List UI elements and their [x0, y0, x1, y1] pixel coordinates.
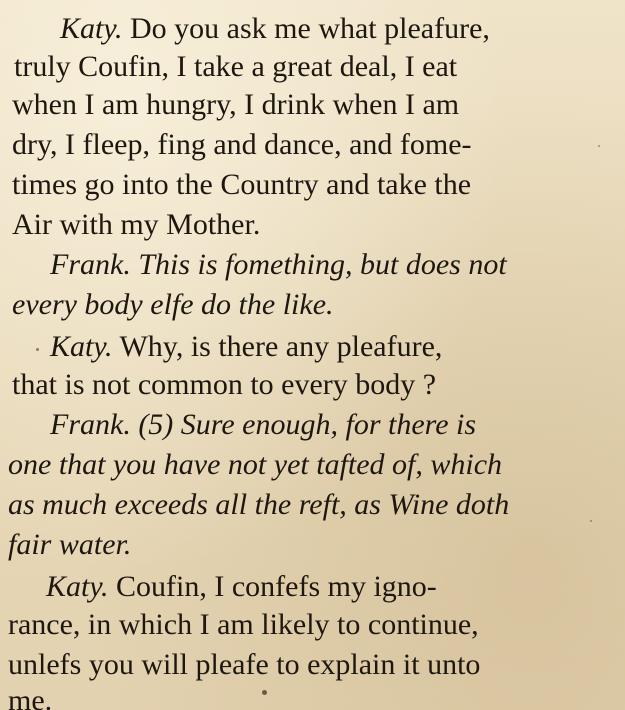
- line-text: dry, I fleep, fing and dance, and fome-: [12, 128, 472, 161]
- line-text: when I am hungry, I drink when I am: [12, 88, 460, 121]
- line-text: Frank. (5) Sure enough, for there is: [50, 408, 477, 441]
- text-line: [12, 288, 356, 322]
- line-text: as much exceeds all the reft, as Wine doth: [8, 488, 510, 521]
- ink-speck: [262, 690, 267, 695]
- line-text: one that you have not yet tafted of, which: [8, 448, 503, 481]
- text-line: [8, 608, 602, 642]
- text-line: [60, 12, 612, 46]
- text-line: [46, 570, 606, 604]
- text-line: [14, 50, 612, 84]
- line-text: every body elfe do the like.: [12, 288, 334, 321]
- line-text: Why, is there any pleafure,: [112, 330, 443, 363]
- line-text: Frank. This is fomething, but does not: [50, 248, 507, 281]
- line-text: me.: [8, 684, 53, 710]
- ink-speck: [598, 145, 600, 147]
- text-line: [8, 448, 606, 482]
- text-line: [8, 648, 602, 682]
- text-line: [12, 128, 608, 162]
- line-text: Air with my Mother.: [12, 208, 261, 241]
- speaker-name: Katy.: [60, 12, 123, 45]
- line-text: fair water.: [8, 528, 132, 561]
- text-line: [50, 330, 606, 364]
- line-text: unlefs you will pleafe to explain it unto: [8, 648, 481, 681]
- speaker-name: Katy.: [50, 330, 113, 363]
- line-text: truly Coufin, I take a great deal, I eat: [14, 50, 458, 83]
- text-line: [50, 408, 606, 442]
- line-text: Do you ask me what pleafure,: [122, 12, 490, 45]
- text-line: [12, 208, 332, 242]
- text-line: [8, 488, 606, 522]
- text-line: [12, 88, 612, 122]
- text-line: [50, 248, 606, 282]
- text-line: [12, 368, 524, 402]
- line-text: times go into the Country and take the: [12, 168, 472, 201]
- line-text: that is not common to every body ?: [12, 368, 437, 401]
- line-text: rance, in which I am likely to continue,: [8, 608, 479, 641]
- speaker-name: Katy.: [46, 570, 109, 603]
- text-line: [12, 168, 610, 202]
- line-text: Coufin, I confefs my igno-: [108, 570, 437, 603]
- text-line: [8, 528, 172, 562]
- ink-speck: [590, 520, 592, 522]
- ink-speck: [36, 348, 39, 351]
- text-line: [8, 684, 68, 710]
